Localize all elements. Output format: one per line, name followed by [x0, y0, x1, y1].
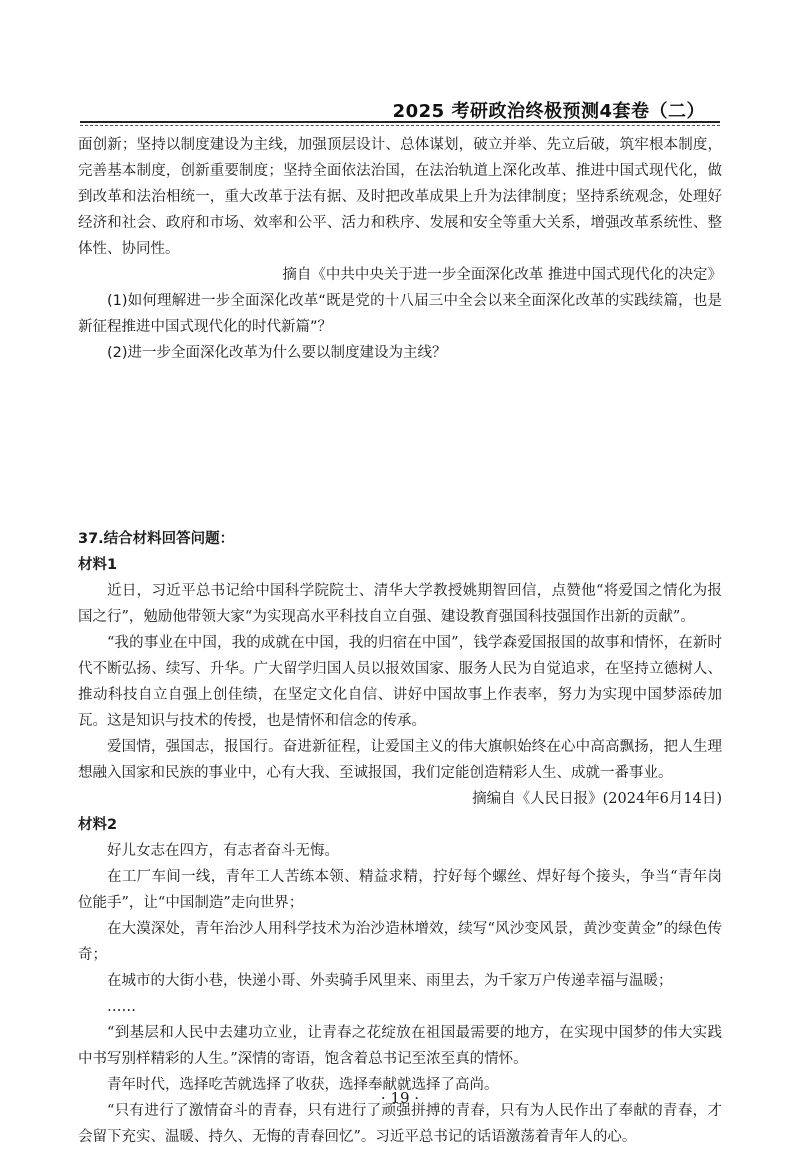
header-rule: [80, 121, 720, 123]
m1-paragraph: 爱国情，强国志，报国行。奋进新征程，让爱国主义的伟大旗帜始终在心中高高飘扬，把人生理想融入国家和民族的事业中，心有大我、至诚报国，我们定能创造精彩人生、成就一番事业。: [78, 739, 722, 781]
top-passage-source: 摘自《中共中央关于进一步全面深化改革 推进中国式现代化的决定》: [282, 267, 722, 283]
m1-paragraph: 近日，习近平总书记给中国科学院院士、清华大学教授姚期智回信，点赞他“将爱国之情化为报国之行”，勉励他带领大家“为实现高水平科技自立自强、建设教育强国科技强国作出新的贡献”。: [78, 583, 722, 625]
q37-title: 37.结合材料回答问题：: [78, 531, 235, 547]
m2-ellipsis: ……: [107, 999, 136, 1015]
m2-paragraph: 好儿女志在四方，有志者奋斗无悔。: [107, 843, 339, 859]
m1-paragraph: “我的事业在中国，我的成就在中国，我的归宿在中国”，钱学森爱国报国的故事和情怀，在新时代不断弘扬、续写、升华。广大留学归国人员以报效国家、服务人民为自觉追求，在坚持立德树人、推动科技自立自强上创佳绩，在坚定文化自信、讲好中国故事上作表率，努力为实现中国梦添砖加瓦。这是知识与技术的传授，也是情怀和信念的传承。: [78, 635, 722, 729]
question-1: (1)如何理解进一步全面深化改革“既是党的十八届三中全会以来全面深化改革的实践续篇，也是新征程推进中国式现代化的时代新篇”？: [78, 293, 722, 335]
m2-paragraph: 在工厂车间一线，青年工人苦练本领、精益求精，拧好每个螺丝、焊好每个接头，争当“青年岗位能手”，让“中国制造”走向世界；: [78, 869, 722, 911]
m2-paragraph: “只有进行了激情奋斗的青春，只有进行了顽强拼搏的青春，只有为人民作出了奉献的青春，才会留下充实、温暖、持久、无悔的青春回忆”。习近平总书记的话语激荡着青年人的心。: [78, 1103, 722, 1145]
material-2-label: 材料2: [78, 817, 118, 833]
question-2: (2)进一步全面深化改革为什么要以制度建设为主线？: [107, 345, 447, 361]
material-1-label: 材料1: [78, 557, 118, 573]
m2-paragraph: 在城市的大街小巷，快递小哥、外卖骑手风里来、雨里去，为千家万户传递幸福与温暖；: [107, 973, 673, 989]
answer-space: [78, 366, 722, 526]
page-number: · 19 ·: [380, 1089, 420, 1107]
header-rule-dashed: [80, 125, 720, 126]
m2-paragraph: 在大漠深处，青年治沙人用科学技术为治沙造林增效，续写“风沙变风景，黄沙变黄金”的绿色传奇；: [78, 921, 722, 963]
page-content: [78, 132, 722, 1150]
m2-paragraph: “到基层和人民中去建功立业，让青春之花绽放在祖国最需要的地方，在实现中国梦的伟大实践中书写别样精彩的人生。”深情的寄语，饱含着总书记至浓至真的情怀。: [78, 1025, 722, 1067]
m2-paragraph: 青年时代，选择吃苦就选择了收获，选择奉献就选择了高尚。: [107, 1077, 499, 1093]
header-title: 2025 考研政治终极预测4套卷（二）: [392, 101, 705, 122]
top-passage: 面创新；坚持以制度建设为主线，加强顶层设计、总体谋划，破立并举、先立后破，筑牢根本制度，完善基本制度，创新重要制度；坚持全面依法治国，在法治轨道上深化改革、推进中国式现代化，做到改革和法治相统一，重大改革于法有据、及时把改革成果上升为法律制度；坚持系统观念，处理好经济和社会、政府和市场、效率和公平、活力和秩序、发展和安全等重大关系，增强改革系统性、整体性、协同性。: [78, 137, 722, 257]
material-1-source: 摘编自《人民日报》(2024年6月14日): [472, 791, 722, 807]
